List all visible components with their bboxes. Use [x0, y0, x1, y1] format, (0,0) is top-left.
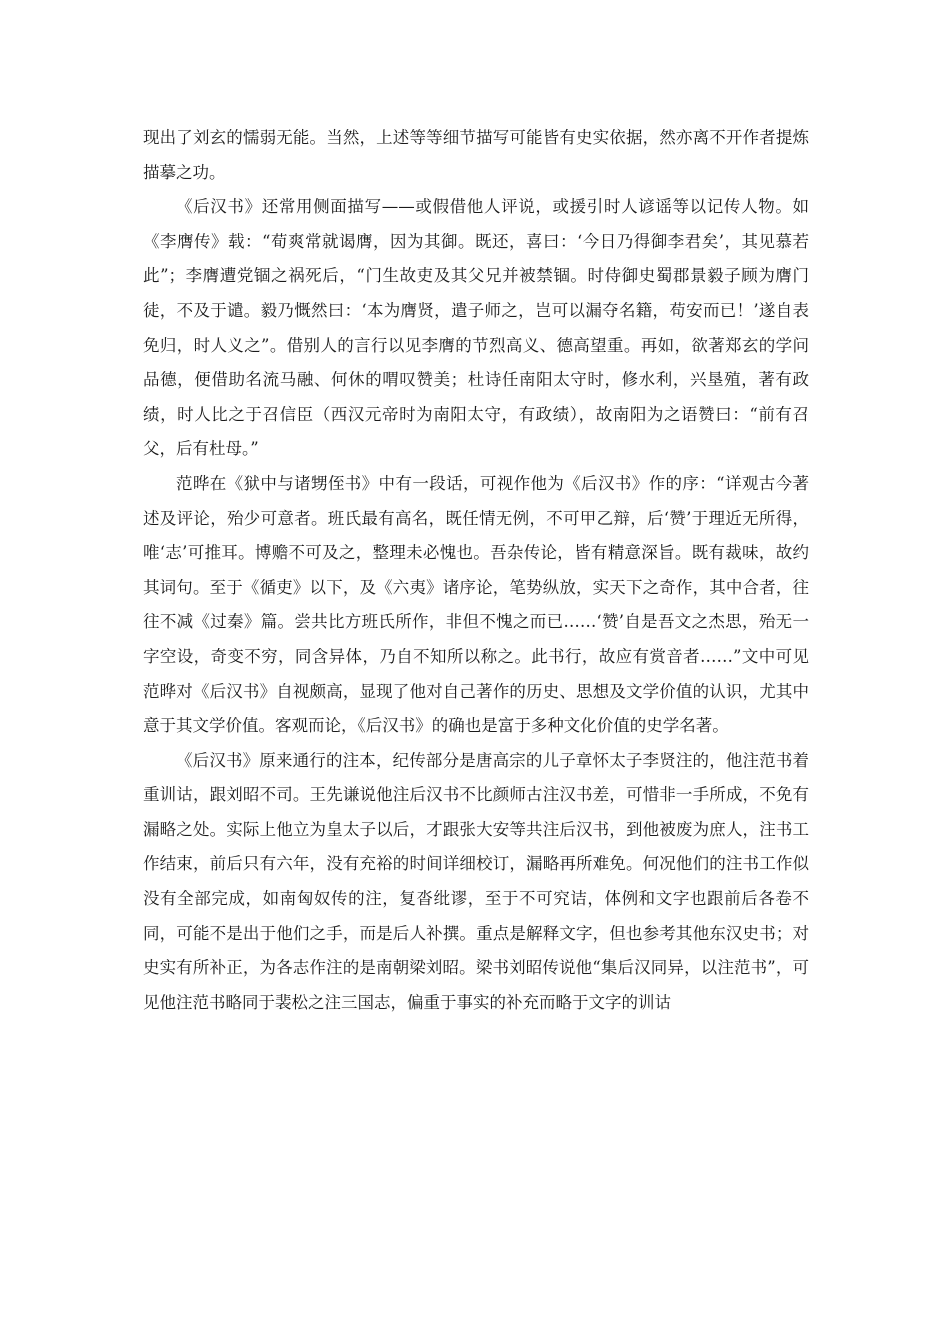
paragraph-annotations: 《后汉书》原来通行的注本，纪传部分是唐高宗的儿子章怀太子李贤注的，他注范书着重训诂，跟刘昭不司。王先谦说他注后汉书不比颜师古注汉书差，可惜非一手所成，不免有漏略之处。实际上他立为皇太子以后，才跟张大安等共注后汉书，到他被废为庶人，注书工作结束，前后只有六年，没有充裕的时间详细校订，漏略再所难免。何况他们的注书工作似没有全部完成，如南匈奴传的注，复沓纰谬，至于不可究诘，体例和文字也跟前后各卷不同，可能不是出于他们之手，而是后人补撰。重点是解释文字，但也参考其他东汉史书；对史实有所补正，为各志作注的是南朝梁刘昭。梁书刘昭传说他“集后汉同异，以注范书”，可见他注范书略同于裴松之注三国志，偏重于事实的补充而略于文字的训诂 — [143, 750, 809, 1012]
paragraph-fan-ye-preface: 范晔在《狱中与诸甥侄书》中有一段话，可视作他为《后汉书》作的序：“详观古今著述及评论，殆少可意者。班氏最有高名，既任情无例，不可甲乙辩，后‘赞’于理近无所得，唯‘志’可推耳。博赡不可及之，整理未必愧也。吾杂传论，皆有精意深旨。既有裁味，故约其词句。至于《循吏》以下，及《六夷》诸序论，笔势纵放，实天下之奇作，其中合者，往往不减《过秦》篇。尝共比方班氏所作，非但不愧之而已……‘赞’自是吾文之杰思，殆无一字空设，奇变不穷，同含异体，乃自不知所以称之。此书行，故应有赏音者……”文中可见范晔对《后汉书》自视颇高，显现了他对自己著作的历史、思想及文学价值的认识，尤其中意于其文学价值。客观而论，《后汉书》的确也是富于多种文化价值的史学名著。 — [143, 473, 809, 736]
paragraph-side-description: 《后汉书》还常用侧面描写——或假借他人评说，或援引时人谚谣等以记传人物。如《李膺传》载：“荀爽常就谒膺，因为其御。既还，喜曰：‘今日乃得御李君矣’，其见慕若此”；李膺遭党锢之祸死后，“门生故吏及其父兄并被禁锢。时侍御史蜀郡景毅子顾为膺门徒，不及于谴。毅乃慨然曰：‘本为膺贤，遣子师之，岂可以漏夺名籍，苟安而已！’遂自表免归，时人义之”。借别人的言行以见李膺的节烈高义、德高望重。再如，欲著郑玄的学问品德，便借助名流马融、何休的喟叹赞美；杜诗任南阳太守时，修水利，兴垦殖，著有政绩，时人比之于召信臣（西汉元帝时为南阳太守，有政绩），故南阳为之语赞曰：“前有召父，后有杜母。” — [143, 197, 809, 459]
document-body — [143, 121, 809, 1020]
paragraph-continuation: 现出了刘玄的懦弱无能。当然，上述等等细节描写可能皆有史实依据，然亦离不开作者提炼描摹之功。 — [143, 128, 809, 182]
